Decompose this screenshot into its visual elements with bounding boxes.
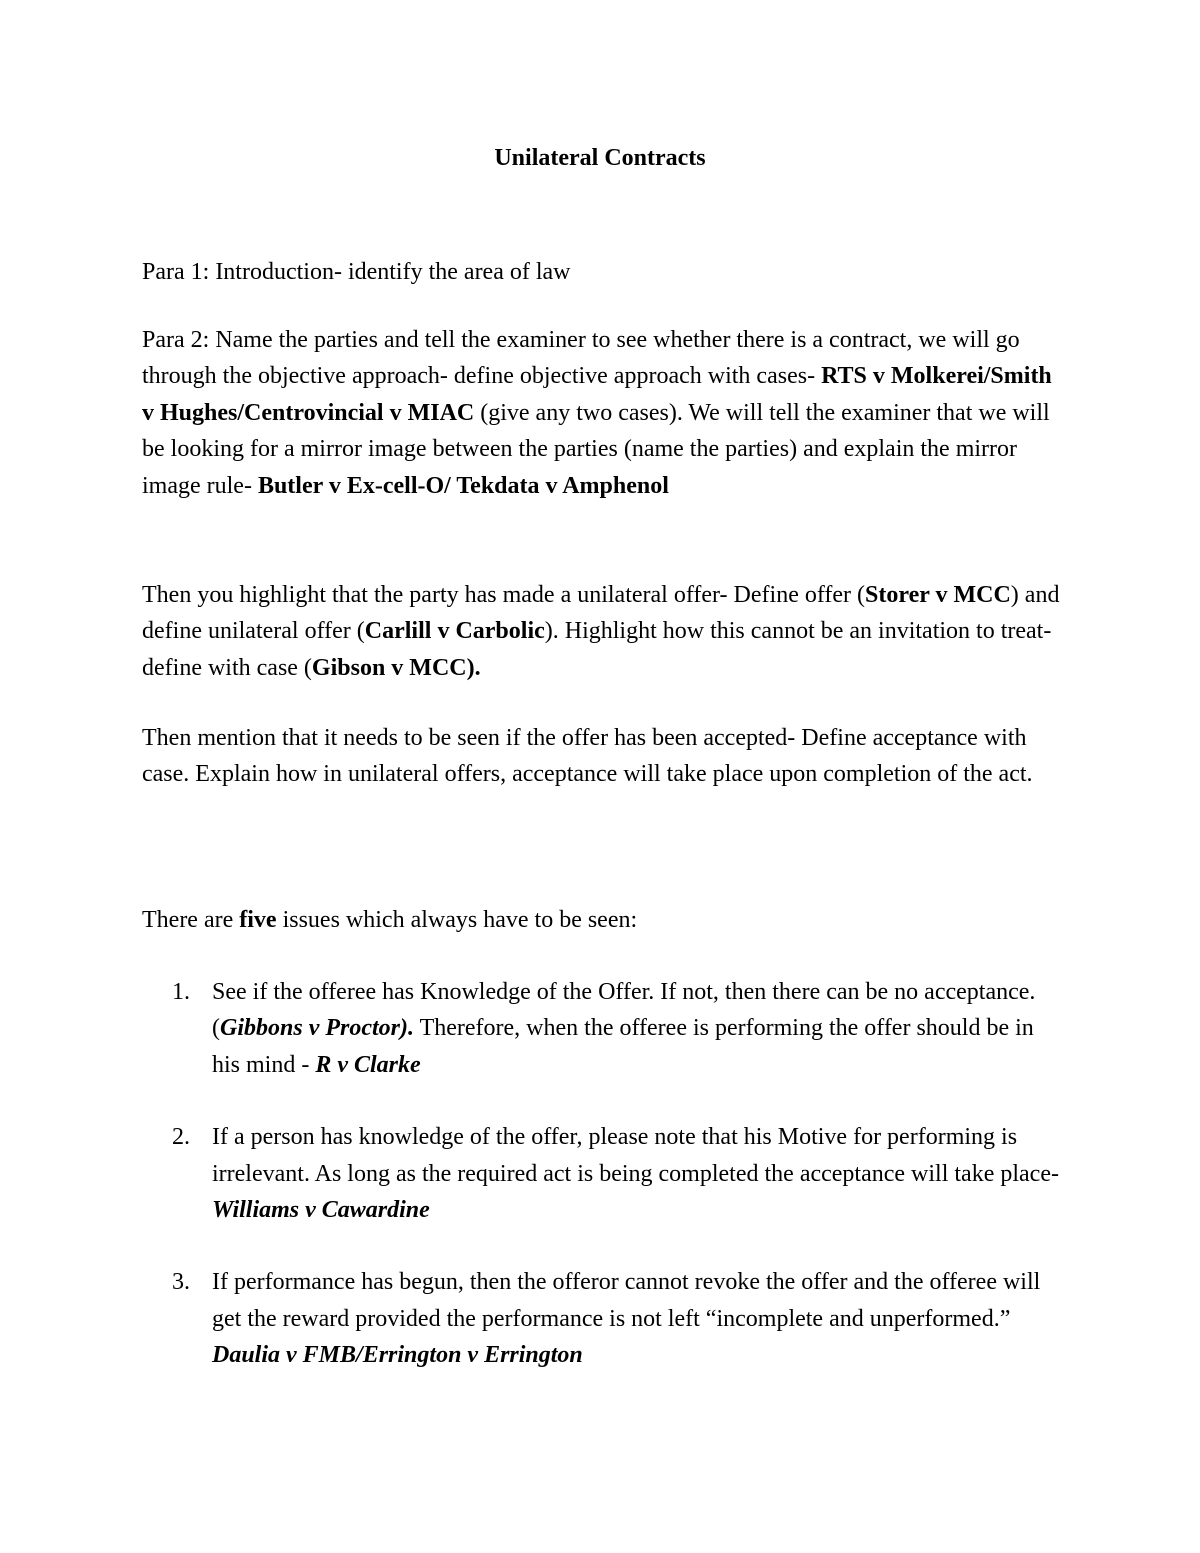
- list-item-text: See if the offeree has Knowledge of the Offer. If not, then there can be no acceptance. (: [212, 979, 1036, 1042]
- list-item-number: 2.: [172, 1124, 190, 1151]
- list-item-case: Daulia v FMB/Errington v Errington: [212, 1342, 583, 1369]
- paragraph-1: Para 1: Introduction- identify the area of law: [142, 259, 571, 285]
- paragraph-3-case-a: Storer v MCC: [865, 582, 1011, 608]
- list-item-text: If a person has knowledge of the offer, please note that his Motive for performing is irrelevant. As long as the required act is being completed the acceptance will take place-: [212, 1124, 1059, 1187]
- list-item: [142, 1119, 1062, 1228]
- paragraph-2-text-a: Para 2: Name the parties and tell the examiner to see whether there is a contract, we will go through the objective approach- define objective approach with cases-: [142, 327, 1020, 390]
- paragraph-3-case-c: Gibson v MCC: [311, 654, 467, 681]
- paragraph-5: [142, 902, 1062, 938]
- document-title: Unilateral Contracts: [494, 145, 706, 171]
- paragraph-5-text-b: issues which always have to be seen:: [276, 907, 638, 933]
- paragraph-3-text-c: ). Highlight how this cannot be an invitation to treat- define with case (: [142, 618, 1052, 681]
- list-item-case: Williams v Cawardine: [212, 1197, 430, 1224]
- paragraph-2-cases-b: Butler v Ex-cell-O/ Tekdata v Amphenol: [257, 472, 669, 499]
- list-item: [142, 1264, 1062, 1373]
- list-item-case: Gibbons v Proctor).: [220, 1015, 414, 1042]
- list-item-text: If performance has begun, then the offeror cannot revoke the offer and the offeree will get the reward provided the performance is not left “incomplete and unperformed.”: [212, 1269, 1041, 1332]
- list-item-text: Therefore, when the offeree is performing the offer should be in his mind -: [212, 1015, 1034, 1078]
- list-item-number: 3.: [172, 1269, 190, 1296]
- paragraph-3-text-a: Then you highlight that the party has made a unilateral offer- Define offer (: [142, 582, 866, 608]
- paragraph-3: [142, 577, 1062, 686]
- paragraph-5-text-a: There are: [142, 907, 240, 933]
- paragraph-2-cases-a: RTS v Molkerei/Smith v Hughes/Centrovincial v MIAC: [142, 363, 1052, 426]
- paragraph-5-bold: five: [239, 907, 277, 933]
- paragraph-4: Then mention that it needs to be seen if the offer has been accepted- Define acceptance with case. Explain how in unilateral offers, acceptance will take place upon completion of the act.: [142, 725, 1033, 788]
- list-item: [142, 974, 1062, 1083]
- paragraph-3-case-b: Carlill v Carbolic: [364, 618, 545, 645]
- paragraph-3-text-b: ) and define unilateral offer (: [142, 582, 1060, 645]
- issues-list: [142, 974, 1062, 1410]
- list-item-number: 1.: [172, 979, 190, 1005]
- list-item-case: R v Clarke: [315, 1051, 421, 1078]
- paragraph-3-text-d: ).: [466, 654, 481, 681]
- paragraph-2: [142, 322, 1062, 504]
- paragraph-2-text-b: (give any two cases). We will tell the examiner that we will be looking for a mirror image between the parties (name the parties) and explain the mirror image rule-: [142, 399, 1050, 499]
